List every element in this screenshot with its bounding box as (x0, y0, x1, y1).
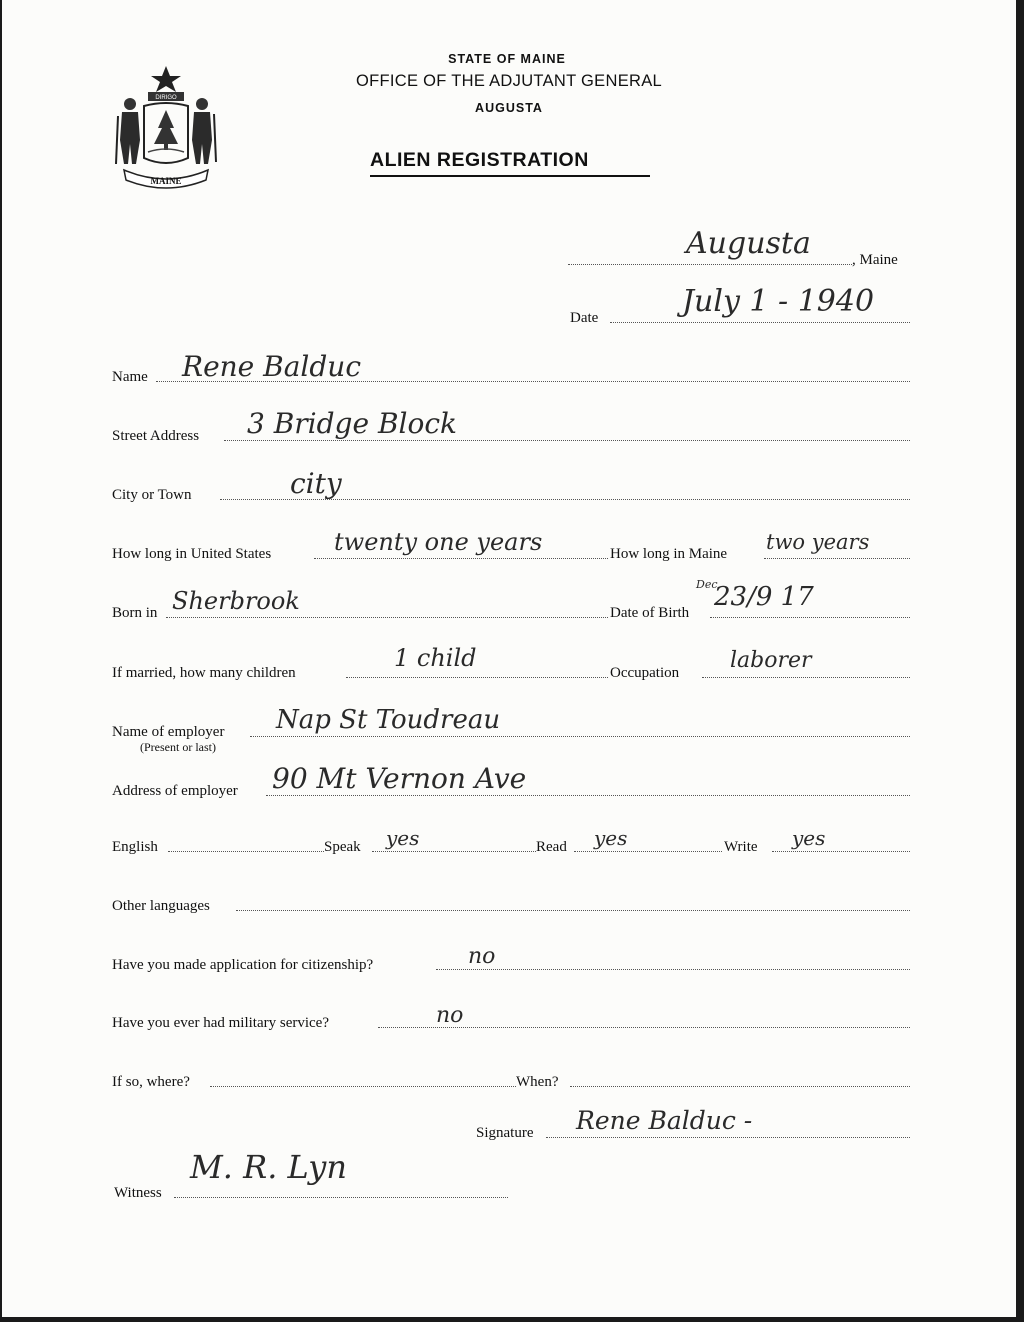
city-label: City or Town (112, 487, 192, 503)
signature-label: Signature (476, 1125, 534, 1141)
speak-entry: yes (386, 826, 420, 850)
children-label: If married, how many children (112, 665, 296, 681)
occupation-line (702, 677, 910, 678)
name-label: Name (112, 369, 148, 385)
form-title: ALIEN REGISTRATION (370, 149, 589, 171)
witness-label: Witness (114, 1185, 162, 1201)
witness-line (174, 1197, 508, 1198)
how-long-maine-label: How long in Maine (610, 546, 728, 562)
how-long-us-entry: twenty one years (334, 528, 543, 556)
other-languages-line (236, 910, 910, 911)
where-line (210, 1086, 516, 1087)
occupation-label: Occupation (610, 665, 680, 681)
signature-line (546, 1137, 910, 1138)
employer-label: Name of employer (112, 724, 225, 740)
when-label: When? (516, 1074, 559, 1090)
citizenship-label: Have you made application for citizenship? (112, 957, 374, 973)
write-line (772, 851, 910, 852)
employer-address-entry: 90 Mt Vernon Ave (272, 762, 527, 795)
occupation-entry: laborer (730, 648, 812, 673)
street-line (224, 440, 910, 441)
date-line (610, 322, 910, 323)
read-entry: yes (594, 826, 628, 850)
seal-scroll-text: MAINE (150, 176, 182, 186)
write-entry: yes (792, 826, 826, 850)
date-entry: July 1 - 1940 (682, 284, 875, 319)
registration-form (2, 0, 1016, 1317)
how-long-maine-line (764, 558, 910, 559)
witness-entry: M. R. Lyn (190, 1148, 347, 1186)
where-label: If so, where? (112, 1074, 190, 1090)
how-long-maine-entry: two years (766, 530, 870, 554)
city-heading: AUGUSTA (475, 101, 543, 115)
read-label: Read (536, 839, 567, 855)
speak-line (372, 851, 536, 852)
dob-prefix-entry: Dec (696, 578, 718, 591)
military-entry: no (436, 1003, 464, 1028)
dob-entry: 23/9 17 (714, 582, 814, 612)
seal-banner-text: DIRIGO (155, 95, 177, 101)
employer-address-line (266, 795, 910, 796)
dob-line (710, 617, 910, 618)
military-label: Have you ever had military service? (112, 1015, 329, 1031)
read-line (574, 851, 722, 852)
citizenship-line (436, 969, 910, 970)
employer-line (250, 736, 910, 737)
signature-entry: Rene Balduc - (576, 1106, 753, 1135)
state-heading: STATE OF MAINE (448, 52, 566, 66)
children-entry: 1 child (394, 644, 477, 672)
street-entry: 3 Bridge Block (247, 407, 457, 440)
city-entry: city (290, 467, 342, 500)
title-underline (370, 175, 650, 177)
office-heading: OFFICE OF THE ADJUTANT GENERAL (355, 72, 663, 90)
employer-entry: Nap St Toudreau (276, 705, 501, 735)
english-label: English (112, 839, 158, 855)
how-long-us-label: How long in United States (112, 546, 272, 562)
born-in-label: Born in (112, 605, 158, 621)
place-entry: Augusta (686, 226, 811, 261)
other-languages-label: Other languages (112, 898, 210, 914)
employer-note: (Present or last) (140, 740, 216, 754)
children-line (346, 677, 608, 678)
street-label: Street Address (112, 428, 200, 444)
born-in-line (166, 617, 608, 618)
maine-label: , Maine (852, 252, 898, 268)
place-line (568, 264, 852, 265)
name-entry: Rene Balduc (182, 350, 362, 383)
date-label: Date (570, 310, 599, 326)
citizenship-entry: no (468, 944, 496, 969)
speak-label: Speak (324, 839, 361, 855)
english-line (168, 851, 324, 852)
born-in-entry: Sherbrook (172, 587, 300, 615)
dob-label: Date of Birth (610, 605, 690, 621)
when-line (570, 1086, 910, 1087)
employer-address-label: Address of employer (112, 783, 238, 799)
write-label: Write (724, 839, 758, 855)
how-long-us-line (314, 558, 608, 559)
